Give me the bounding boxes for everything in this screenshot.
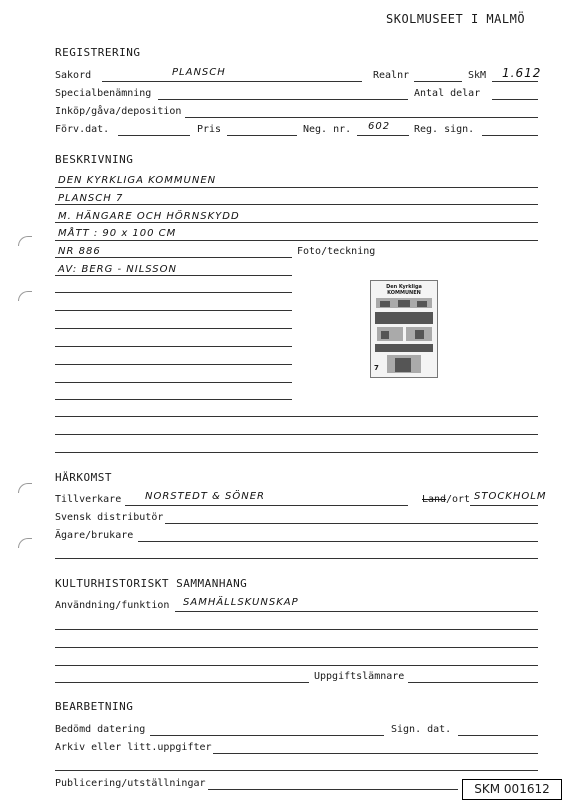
beskrivning-field[interactable] [55, 240, 538, 241]
distributor-label: Svensk distributör [55, 512, 164, 523]
uppgiftslamnare-label: Uppgiftslämnare [314, 671, 405, 682]
beskrivning-field[interactable] [55, 204, 538, 205]
ort-label: /ort [446, 494, 471, 505]
realnr-field[interactable] [414, 81, 462, 82]
poster-photo-figure [398, 300, 410, 307]
poster-photo-figure [381, 331, 389, 339]
sakord-label: Sakord [55, 70, 92, 81]
poster-photo [370, 280, 438, 378]
kultur-field[interactable] [55, 682, 309, 683]
tillverkare-field[interactable] [125, 505, 408, 506]
catalog-id-stamp: SKM 001612 [462, 779, 562, 800]
inkop-field[interactable] [185, 117, 538, 118]
museum-name: SKOLMUSEET I MALMÖ [386, 12, 526, 26]
poster-photo-figure [395, 358, 411, 372]
uppgiftslamnare-field[interactable] [408, 682, 538, 683]
bedomd-datering-field[interactable] [150, 735, 384, 736]
arkiv-field[interactable] [213, 753, 538, 754]
forv-dat-field[interactable] [118, 135, 190, 136]
kultur-field[interactable] [55, 665, 538, 666]
reg-sign-field[interactable] [482, 135, 538, 136]
poster-photo-caption: Den Kyrkliga KOMMUNEN [386, 284, 422, 296]
publicering-label: Publicering/utställningar [55, 778, 206, 789]
neg-nr-value: 602 [368, 121, 391, 132]
antal-delar-field[interactable] [492, 99, 538, 100]
specialbenamning-field[interactable] [158, 99, 408, 100]
neg-nr-field[interactable] [357, 135, 409, 136]
publicering-field[interactable] [208, 789, 458, 790]
sign-dat-field[interactable] [458, 735, 538, 736]
arkiv-label: Arkiv eller litt.uppgifter [55, 742, 212, 753]
beskrivning-field[interactable] [55, 187, 538, 188]
neg-nr-label: Neg. nr. [303, 124, 352, 135]
poster-photo-banner [375, 344, 433, 352]
poster-photo-number: 7 [374, 364, 379, 372]
beskrivning-field[interactable] [55, 416, 538, 417]
section-kultur: KULTURHISTORISKT SAMMANHANG [55, 577, 248, 590]
skm-label: SkM [468, 70, 487, 81]
section-harkomst: HÄRKOMST [55, 471, 112, 484]
beskrivning-line: PLANSCH 7 [58, 193, 124, 204]
punch-hole [18, 236, 32, 246]
beskrivning-field[interactable] [55, 346, 292, 347]
distributor-field[interactable] [165, 523, 538, 524]
poster-photo-figure [380, 301, 390, 307]
agare-field[interactable] [138, 541, 538, 542]
sakord-value: PLANSCH [172, 67, 226, 78]
arkiv-extra-field[interactable] [55, 770, 538, 771]
pris-field[interactable] [227, 135, 297, 136]
beskrivning-line: M. HÄNGARE OCH HÖRNSKYDD [58, 211, 240, 222]
land-label: Land [422, 494, 447, 505]
agare-label: Ägare/brukare [55, 530, 134, 541]
antal-delar-label: Antal delar [414, 88, 481, 99]
section-bearbetning: BEARBETNING [55, 700, 134, 713]
punch-hole [18, 291, 32, 301]
beskrivning-field[interactable] [55, 382, 292, 383]
poster-photo-figure [415, 330, 424, 339]
punch-hole [18, 483, 32, 493]
beskrivning-field[interactable] [55, 275, 292, 276]
pris-label: Pris [197, 124, 222, 135]
ort-field[interactable] [470, 505, 538, 506]
beskrivning-field[interactable] [55, 310, 292, 311]
harkomst-extra-field[interactable] [55, 558, 538, 559]
inkop-label: Inköp/gåva/deposition [55, 106, 182, 117]
tillverkare-value: NORSTEDT & SÖNER [145, 491, 266, 502]
ort-value: STOCKHOLM [474, 491, 547, 502]
skm-field[interactable] [492, 81, 538, 82]
beskrivning-line: NR 886 [58, 246, 101, 257]
anvandning-value: SAMHÄLLSKUNSKAP [183, 597, 299, 608]
beskrivning-line: DEN KYRKLIGA KOMMUNEN [58, 175, 217, 186]
beskrivning-field[interactable] [55, 399, 292, 400]
forv-dat-label: Förv.dat. [55, 124, 110, 135]
section-beskrivning: BESKRIVNING [55, 153, 134, 166]
specialbenamning-label: Specialbenämning [55, 88, 152, 99]
realnr-label: Realnr [373, 70, 410, 81]
anvandning-label: Användning/funktion [55, 600, 170, 611]
beskrivning-field[interactable] [55, 257, 292, 258]
bedomd-datering-label: Bedömd datering [55, 724, 146, 735]
kultur-field[interactable] [55, 629, 538, 630]
beskrivning-line: AV: BERG - NILSSON [58, 264, 177, 275]
poster-photo-figure [417, 301, 427, 307]
beskrivning-line: MÅTT : 90 x 100 CM [58, 228, 177, 239]
punch-hole [18, 538, 32, 548]
sakord-field[interactable] [102, 81, 362, 82]
skm-value: 1.612 [502, 66, 542, 80]
poster-photo-banner [375, 312, 433, 324]
beskrivning-field[interactable] [55, 292, 292, 293]
beskrivning-field[interactable] [55, 452, 538, 453]
beskrivning-field[interactable] [55, 328, 292, 329]
foto-label: Foto/teckning [297, 246, 376, 257]
tillverkare-label: Tillverkare [55, 494, 122, 505]
anvandning-field[interactable] [175, 611, 538, 612]
section-registrering: REGISTRERING [55, 46, 141, 59]
beskrivning-field[interactable] [55, 434, 538, 435]
beskrivning-field[interactable] [55, 364, 292, 365]
sign-dat-label: Sign. dat. [391, 724, 452, 735]
reg-sign-label: Reg. sign. [414, 124, 475, 135]
kultur-field[interactable] [55, 647, 538, 648]
beskrivning-field[interactable] [55, 222, 538, 223]
